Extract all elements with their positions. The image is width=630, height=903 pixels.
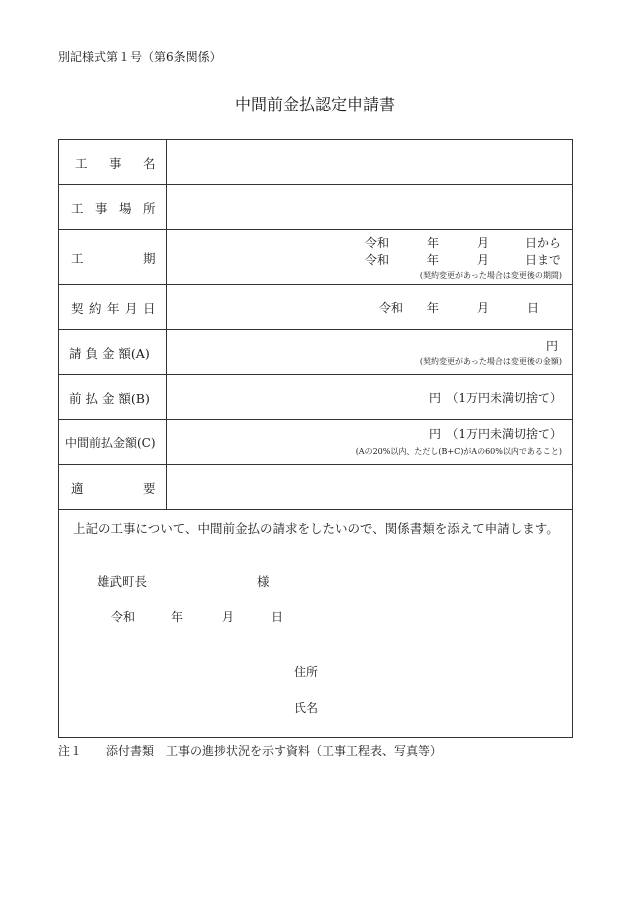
start-day-label: 日から: [525, 236, 562, 250]
year-label: 年: [427, 236, 440, 250]
label-cell: [59, 140, 167, 184]
label-char: 所: [143, 201, 156, 216]
label-cell: [59, 285, 167, 329]
attachment-footnote: 注１ 添付書類 工事の進捗状況を示す資料（工事工程表、写真等）: [58, 744, 443, 758]
address-label: 住所: [294, 665, 319, 679]
label-char: 工: [75, 156, 88, 171]
summary-field[interactable]: [167, 465, 572, 509]
interim-amount-label: 中間前払金額(C): [65, 436, 156, 450]
period-change-note: (契約変更があった場合は変更後の期間): [419, 271, 562, 280]
label-char: 期: [143, 251, 156, 266]
honorific: 様: [257, 574, 270, 589]
end-day-label: 日まで: [525, 253, 562, 267]
label-char: 工: [71, 251, 84, 266]
label-char: 年: [107, 301, 120, 316]
interim-limit-note: (Aの20%以内、ただし(B+C)がAの60%以内であること): [355, 447, 562, 456]
rounding-note: （1万円未満切捨て）: [446, 427, 562, 441]
year-label: 年: [427, 253, 440, 267]
year-label: 年: [427, 301, 440, 315]
declaration-section: [59, 510, 572, 737]
application-form-table: [58, 139, 573, 738]
row-project-name: [59, 140, 572, 185]
label-char: 要: [143, 481, 156, 496]
label-cell: [59, 465, 167, 509]
era-label: 令和: [379, 301, 404, 315]
label-cell: [59, 185, 167, 229]
month-label: 月: [477, 301, 490, 315]
row-contract-amount: [59, 330, 572, 375]
era-label: 令和: [111, 610, 136, 624]
label-char: 工: [71, 201, 84, 216]
yen-unit: 円: [545, 339, 558, 353]
label-char: 月: [125, 301, 138, 316]
era-label: 令和: [365, 236, 390, 250]
label-cell: [59, 230, 167, 284]
label-cell: [59, 420, 167, 464]
project-location-field[interactable]: [167, 185, 572, 229]
label-char: 事: [109, 156, 122, 171]
address-field[interactable]: [321, 658, 561, 680]
day-label: 日: [271, 610, 284, 624]
name-label: 氏名: [294, 701, 319, 715]
label-char: 事: [95, 201, 108, 216]
row-contract-date: [59, 285, 572, 330]
year-label: 年: [171, 610, 184, 624]
rounding-note: （1万円未満切捨て）: [446, 391, 562, 405]
yen-unit: 円: [429, 391, 442, 405]
row-summary: [59, 465, 572, 510]
name-field[interactable]: [321, 694, 561, 716]
label-char: 適: [71, 481, 84, 496]
label-char: 契: [71, 301, 84, 316]
label-char: 場: [119, 201, 132, 216]
month-label: 月: [477, 236, 490, 250]
label-cell: [59, 375, 167, 419]
amount-change-note: (契約変更があった場合は変更後の金額): [419, 357, 562, 366]
row-project-location: [59, 185, 572, 230]
addressee: 雄武町長: [97, 574, 148, 589]
advance-amount-label: 前 払 金 額(B): [69, 391, 150, 406]
form-reference-note: 別記様式第１号（第6条関係）: [58, 50, 222, 64]
declaration-text: 上記の工事について、中間前金払の請求をしたいので、関係書類を添えて申請します。: [73, 521, 559, 536]
row-interim-amount: [59, 420, 572, 465]
yen-unit: 円: [429, 427, 442, 441]
row-construction-period: [59, 230, 572, 285]
project-name-field[interactable]: [167, 140, 572, 184]
document-title: 中間前金払認定申請書: [234, 95, 395, 114]
label-char: 日: [143, 301, 156, 316]
label-char: 名: [143, 156, 156, 171]
day-label: 日: [527, 301, 540, 315]
row-advance-amount: [59, 375, 572, 420]
era-label: 令和: [365, 253, 390, 267]
month-label: 月: [222, 610, 235, 624]
label-char: 約: [89, 301, 102, 316]
label-cell: [59, 330, 167, 374]
contract-amount-label: 請 負 金 額(A): [69, 346, 150, 361]
month-label: 月: [477, 253, 490, 267]
